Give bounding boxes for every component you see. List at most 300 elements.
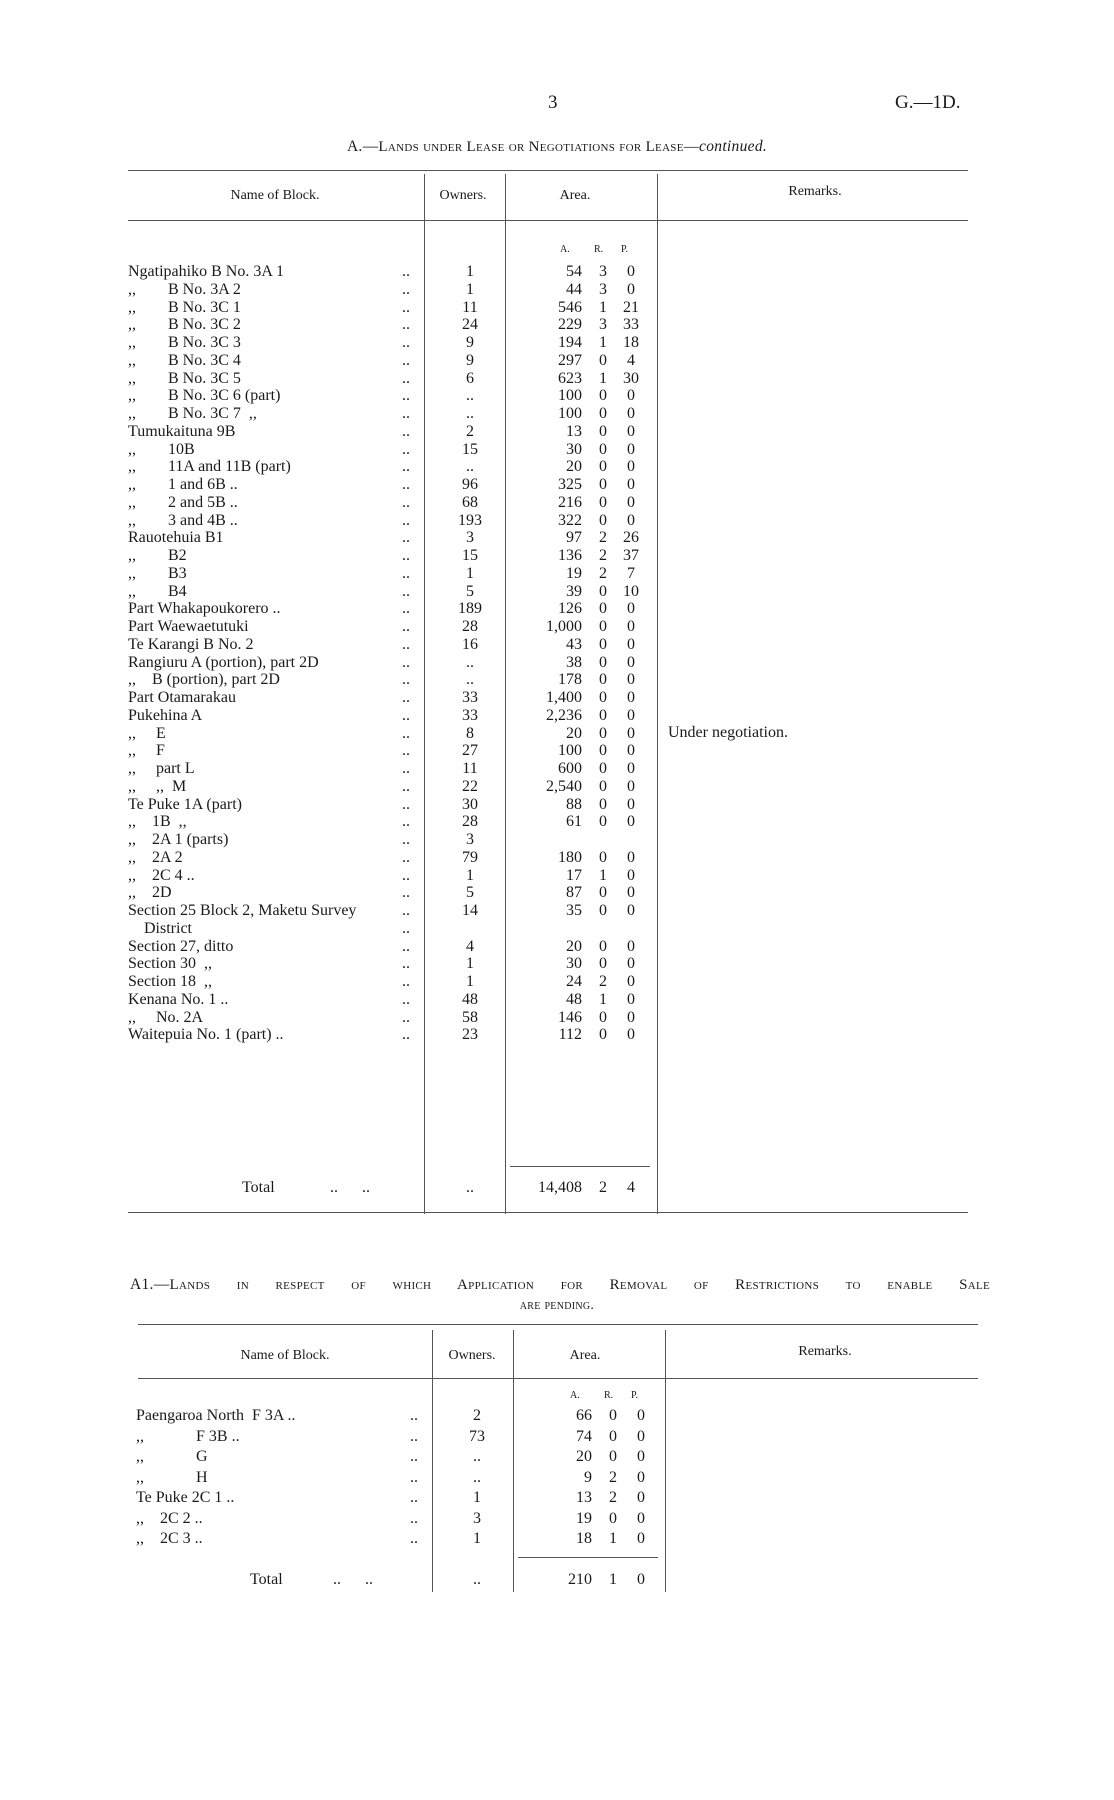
acres-cell: 126 bbox=[558, 600, 582, 618]
leader-dots: .. bbox=[402, 405, 410, 422]
block-name: ,, 1 and 6B .. bbox=[128, 476, 238, 493]
leader-dots: .. bbox=[402, 884, 410, 902]
section-a-bottom-rule bbox=[128, 1212, 968, 1213]
perches-cell: 0 bbox=[627, 440, 635, 458]
owners-cell: 11 bbox=[462, 298, 478, 316]
owners-cell: .. bbox=[473, 1448, 481, 1465]
roods-cell: 0 bbox=[599, 795, 607, 813]
roods-cell: 0 bbox=[599, 458, 607, 476]
roods-cell: 0 bbox=[599, 476, 607, 493]
owners-cell: 4 bbox=[466, 937, 474, 955]
leader-dots: .. bbox=[402, 777, 410, 795]
section-a1-header-area: Area. bbox=[569, 1348, 601, 1363]
block-name: Tumukaituna 9B bbox=[128, 422, 236, 440]
block-name: ,, 2A 1 (parts) bbox=[128, 831, 229, 848]
section-a-title bbox=[0, 138, 1114, 156]
leader-dots: .. bbox=[402, 902, 410, 919]
roods-cell: 0 bbox=[609, 1407, 617, 1424]
roods-cell: 0 bbox=[609, 1427, 617, 1445]
owners-cell: 193 bbox=[458, 511, 482, 529]
owners-cell: 1 bbox=[466, 973, 474, 990]
roods-cell: 0 bbox=[599, 671, 607, 689]
leader-dots: .. bbox=[402, 582, 410, 600]
block-name: ,, F bbox=[128, 742, 165, 760]
leader-dots: .. bbox=[402, 973, 410, 990]
acres-cell: 600 bbox=[558, 760, 582, 777]
perches-cell: 0 bbox=[627, 635, 635, 653]
leader-dots: .. bbox=[402, 369, 410, 387]
acres-cell: 13 bbox=[566, 422, 582, 440]
block-name: Te Puke 2C 1 .. bbox=[136, 1489, 235, 1506]
perches-cell: 33 bbox=[623, 316, 639, 334]
leader-dots: .. bbox=[402, 547, 410, 564]
unit-perches: P. bbox=[621, 244, 628, 255]
block-name: District bbox=[128, 919, 192, 937]
a1-total-acres: 210 bbox=[568, 1571, 592, 1588]
owners-cell: .. bbox=[473, 1468, 481, 1486]
acres-cell: 325 bbox=[558, 476, 582, 493]
acres-cell: 30 bbox=[566, 955, 582, 973]
perches-cell: 0 bbox=[627, 689, 635, 706]
roods-cell: 2 bbox=[609, 1489, 617, 1506]
acres-cell: 17 bbox=[566, 866, 582, 884]
perches-cell: 0 bbox=[627, 653, 635, 671]
roods-cell: 0 bbox=[599, 902, 607, 919]
a1-unit-acres: A. bbox=[570, 1390, 580, 1401]
acres-cell: 38 bbox=[566, 653, 582, 671]
block-name: ,, 2C 3 .. bbox=[136, 1530, 203, 1547]
acres-cell: 39 bbox=[566, 582, 582, 600]
section-a1-title-prefix: A1.— bbox=[130, 1276, 170, 1293]
perches-cell: 0 bbox=[627, 1008, 635, 1026]
roods-cell: 1 bbox=[599, 866, 607, 884]
roods-cell: 0 bbox=[599, 813, 607, 831]
page-number: 3 bbox=[548, 92, 558, 113]
table-row bbox=[0, 1509, 1114, 1529]
unit-acres: A. bbox=[560, 244, 570, 255]
roods-cell: 0 bbox=[609, 1448, 617, 1465]
perches-cell: 0 bbox=[627, 476, 635, 493]
block-name: Paengaroa North F 3A .. bbox=[136, 1407, 296, 1424]
acres-cell: 322 bbox=[558, 511, 582, 529]
owners-cell: 2 bbox=[466, 422, 474, 440]
acres-cell: 297 bbox=[558, 351, 582, 369]
roods-cell: 0 bbox=[599, 422, 607, 440]
block-name: ,, 2 and 5B .. bbox=[128, 493, 238, 511]
leader-dots: .. bbox=[402, 316, 410, 334]
block-name: Section 18 ,, bbox=[128, 973, 212, 990]
section-a-header-owners: Owners. bbox=[439, 188, 487, 203]
owners-cell: 189 bbox=[458, 600, 482, 618]
block-name: Te Karangi B No. 2 bbox=[128, 635, 254, 653]
acres-cell: 54 bbox=[566, 263, 582, 280]
table-row bbox=[0, 1447, 1114, 1467]
leader-dots: .. bbox=[410, 1509, 418, 1527]
total-roods: 2 bbox=[599, 1179, 607, 1196]
perches-cell: 0 bbox=[627, 600, 635, 618]
block-name: ,, B2 bbox=[128, 547, 187, 564]
leader-dots: .. bbox=[410, 1468, 418, 1486]
leader-dots: .. bbox=[402, 813, 410, 831]
acres-cell: 2,236 bbox=[546, 706, 582, 724]
table-row bbox=[0, 1468, 1114, 1488]
table-row bbox=[0, 1427, 1114, 1447]
block-name: ,, 1B ,, bbox=[128, 813, 187, 831]
perches-cell: 0 bbox=[627, 280, 635, 298]
a1-total-label: Total bbox=[250, 1571, 283, 1588]
section-a1-title-line2: are pending. bbox=[519, 1298, 595, 1313]
leader-dots: .. bbox=[402, 387, 410, 405]
block-name: Section 25 Block 2, Maketu Survey bbox=[128, 902, 357, 919]
owners-cell: 1 bbox=[466, 955, 474, 973]
leader-dots: .. bbox=[402, 1008, 410, 1026]
acres-cell: 1,400 bbox=[546, 689, 582, 706]
acres-cell: 20 bbox=[566, 458, 582, 476]
leader-dots: .. bbox=[410, 1489, 418, 1506]
owners-cell: 2 bbox=[473, 1407, 481, 1424]
table-row bbox=[0, 1488, 1114, 1508]
owners-cell: 15 bbox=[462, 440, 478, 458]
section-a1-total-row bbox=[0, 1570, 1114, 1590]
section-a-header-area: Area. bbox=[559, 188, 591, 203]
perches-cell: 0 bbox=[627, 795, 635, 813]
roods-cell: 0 bbox=[599, 440, 607, 458]
owners-cell: 1 bbox=[466, 263, 474, 280]
leader-dots: .. bbox=[402, 742, 410, 760]
section-a-total-row bbox=[0, 1178, 1114, 1198]
owners-cell: 33 bbox=[462, 706, 478, 724]
roods-cell: 3 bbox=[599, 263, 607, 280]
block-name: ,, B3 bbox=[128, 564, 187, 582]
acres-cell: 9 bbox=[584, 1468, 592, 1486]
roods-cell: 1 bbox=[599, 334, 607, 351]
roods-cell: 0 bbox=[599, 653, 607, 671]
perches-cell: 0 bbox=[637, 1468, 645, 1486]
roods-cell: 0 bbox=[599, 724, 607, 742]
leader-dots: .. bbox=[402, 476, 410, 493]
a1-unit-perches: P. bbox=[631, 1390, 638, 1401]
block-name: ,, B No. 3A 2 bbox=[128, 280, 241, 298]
block-name: Part Otamarakau bbox=[128, 689, 236, 706]
leader-dots: .. bbox=[402, 422, 410, 440]
roods-cell: 0 bbox=[599, 635, 607, 653]
block-name: Rangiuru A (portion), part 2D bbox=[128, 653, 319, 671]
roods-cell: 0 bbox=[599, 1008, 607, 1026]
roods-cell: 0 bbox=[599, 405, 607, 422]
section-a1-total-rule bbox=[518, 1557, 658, 1558]
roods-cell: 2 bbox=[599, 529, 607, 547]
block-name: ,, E bbox=[128, 724, 166, 742]
section-a1-header-name: Name of Block. bbox=[240, 1348, 330, 1363]
perches-cell: 0 bbox=[637, 1448, 645, 1465]
owners-cell: 48 bbox=[462, 990, 478, 1008]
section-a-header-rule bbox=[128, 220, 968, 221]
roods-cell: 0 bbox=[599, 706, 607, 724]
block-name: Section 30 ,, bbox=[128, 955, 212, 973]
block-name: Ngatipahiko B No. 3A 1 bbox=[128, 263, 284, 280]
block-name: ,, B No. 3C 2 bbox=[128, 316, 241, 334]
block-name: ,, 3 and 4B .. bbox=[128, 511, 238, 529]
section-a-title-main: Lands under Lease or Negotiations for Lease— bbox=[378, 139, 700, 155]
perches-cell: 0 bbox=[627, 263, 635, 280]
block-name: Waitepuia No. 1 (part) .. bbox=[128, 1026, 284, 1044]
perches-cell: 0 bbox=[637, 1427, 645, 1445]
acres-cell: 136 bbox=[558, 547, 582, 564]
roods-cell: 0 bbox=[599, 351, 607, 369]
table-row bbox=[0, 1529, 1114, 1549]
perches-cell: 0 bbox=[637, 1489, 645, 1506]
perches-cell: 0 bbox=[627, 493, 635, 511]
acres-cell: 100 bbox=[558, 742, 582, 760]
owners-cell: 15 bbox=[462, 547, 478, 564]
leader-dots: .. bbox=[402, 671, 410, 689]
acres-cell: 20 bbox=[566, 937, 582, 955]
roods-cell: 0 bbox=[599, 955, 607, 973]
total-perches: 4 bbox=[627, 1179, 635, 1196]
perches-cell: 0 bbox=[637, 1509, 645, 1527]
perches-cell: 0 bbox=[627, 511, 635, 529]
perches-cell: 0 bbox=[627, 884, 635, 902]
section-a1-title-main: Lands in respect of which Application for Removal of Restrictions to enable Sale bbox=[169, 1277, 990, 1293]
owners-cell: 3 bbox=[466, 831, 474, 848]
owners-cell: .. bbox=[466, 458, 474, 476]
roods-cell: 0 bbox=[599, 884, 607, 902]
owners-cell: 33 bbox=[462, 689, 478, 706]
leader-dots: .. bbox=[402, 493, 410, 511]
leader-dots: .. bbox=[402, 955, 410, 973]
roods-cell: 1 bbox=[609, 1530, 617, 1547]
acres-cell: 623 bbox=[558, 369, 582, 387]
section-a-total-rule bbox=[510, 1166, 650, 1167]
acres-cell: 13 bbox=[576, 1489, 592, 1506]
perches-cell: 0 bbox=[637, 1407, 645, 1424]
owners-cell: .. bbox=[466, 653, 474, 671]
owners-cell: .. bbox=[466, 671, 474, 689]
perches-cell: 0 bbox=[627, 777, 635, 795]
total-acres: 14,408 bbox=[538, 1179, 582, 1196]
perches-cell: 0 bbox=[627, 618, 635, 635]
acres-cell: 61 bbox=[566, 813, 582, 831]
a1-unit-roods: R. bbox=[604, 1390, 614, 1401]
perches-cell: 0 bbox=[627, 387, 635, 405]
section-a1-header-owners: Owners. bbox=[448, 1348, 496, 1363]
perches-cell: 4 bbox=[627, 351, 635, 369]
leader-dots: .. bbox=[410, 1407, 418, 1424]
block-name: ,, ,, M bbox=[128, 777, 187, 795]
leader-dots: .. bbox=[402, 760, 410, 777]
leader-dots: .. bbox=[402, 653, 410, 671]
block-name: ,, B No. 3C 6 (part) bbox=[128, 387, 281, 405]
block-name: Te Puke 1A (part) bbox=[128, 795, 242, 813]
leader-dots: .. bbox=[402, 990, 410, 1008]
roods-cell: 0 bbox=[599, 777, 607, 795]
acres-cell: 74 bbox=[576, 1427, 592, 1445]
leader-dots: .. bbox=[402, 458, 410, 476]
perches-cell: 30 bbox=[623, 369, 639, 387]
acres-cell: 66 bbox=[576, 1407, 592, 1424]
total-owners: .. bbox=[466, 1179, 474, 1196]
block-name: ,, 2D bbox=[128, 884, 172, 902]
leader-dots: .. bbox=[402, 724, 410, 742]
perches-cell: 0 bbox=[627, 848, 635, 866]
leader-dots: .. bbox=[402, 564, 410, 582]
leader-dots: .. bbox=[402, 795, 410, 813]
roods-cell: 2 bbox=[599, 973, 607, 990]
block-name: ,, 11A and 11B (part) bbox=[128, 458, 291, 476]
owners-cell: 22 bbox=[462, 777, 478, 795]
leader-dots: .. bbox=[410, 1530, 418, 1547]
perches-cell: 21 bbox=[623, 298, 639, 316]
leader-dots: .. bbox=[402, 919, 410, 937]
acres-cell: 20 bbox=[576, 1448, 592, 1465]
block-name: ,, 10B bbox=[128, 440, 195, 458]
perches-cell: 0 bbox=[627, 973, 635, 990]
roods-cell: 0 bbox=[599, 937, 607, 955]
block-name: ,, G bbox=[136, 1448, 208, 1465]
acres-cell: 19 bbox=[566, 564, 582, 582]
section-a1-header-rule bbox=[138, 1378, 978, 1379]
leader-dots: .. bbox=[402, 706, 410, 724]
owners-cell: 28 bbox=[462, 813, 478, 831]
remark-under-negotiation: Under negotiation. bbox=[668, 724, 788, 741]
section-a-header-name: Name of Block. bbox=[230, 188, 320, 203]
a1-total-leader: .. .. bbox=[333, 1571, 373, 1588]
leader-dots: .. bbox=[402, 511, 410, 529]
perches-cell: 0 bbox=[627, 937, 635, 955]
owners-cell: 28 bbox=[462, 618, 478, 635]
roods-cell: 0 bbox=[599, 600, 607, 618]
owners-cell: 14 bbox=[462, 902, 478, 919]
roods-cell: 0 bbox=[599, 493, 607, 511]
perches-cell: 0 bbox=[627, 866, 635, 884]
acres-cell: 194 bbox=[558, 334, 582, 351]
owners-cell: 96 bbox=[462, 476, 478, 493]
acres-cell: 178 bbox=[558, 671, 582, 689]
leader-dots: .. bbox=[402, 635, 410, 653]
paper-reference: G.—1D. bbox=[895, 92, 961, 113]
acres-cell: 100 bbox=[558, 387, 582, 405]
owners-cell: 3 bbox=[466, 529, 474, 547]
acres-cell: 546 bbox=[558, 298, 582, 316]
block-name: ,, 2C 4 .. bbox=[128, 866, 195, 884]
roods-cell: 0 bbox=[599, 760, 607, 777]
perches-cell: 18 bbox=[623, 334, 639, 351]
a1-total-owners: .. bbox=[473, 1571, 481, 1588]
leader-dots: .. bbox=[402, 334, 410, 351]
perches-cell: 37 bbox=[623, 547, 639, 564]
roods-cell: 3 bbox=[599, 316, 607, 334]
owners-cell: 5 bbox=[466, 582, 474, 600]
block-name: Rauotehuia B1 bbox=[128, 529, 224, 547]
roods-cell: 0 bbox=[599, 511, 607, 529]
leader-dots: .. bbox=[402, 866, 410, 884]
owners-cell: 1 bbox=[466, 564, 474, 582]
roods-cell: 0 bbox=[599, 689, 607, 706]
block-name: ,, 2A 2 bbox=[128, 848, 183, 866]
leader-dots: .. bbox=[402, 351, 410, 369]
roods-cell: 0 bbox=[599, 848, 607, 866]
acres-cell: 88 bbox=[566, 795, 582, 813]
owners-cell: 3 bbox=[473, 1509, 481, 1527]
acres-cell: 35 bbox=[566, 902, 582, 919]
owners-cell: 79 bbox=[462, 848, 478, 866]
section-a1-header-remarks: Remarks. bbox=[798, 1344, 852, 1359]
owners-cell: 24 bbox=[462, 316, 478, 334]
owners-cell: 1 bbox=[466, 866, 474, 884]
leader-dots: .. bbox=[402, 831, 410, 848]
acres-cell: 180 bbox=[558, 848, 582, 866]
section-a-title-prefix: A.— bbox=[346, 138, 379, 155]
roods-cell: 0 bbox=[609, 1509, 617, 1527]
owners-cell: 9 bbox=[466, 334, 474, 351]
acres-cell: 18 bbox=[576, 1530, 592, 1547]
roods-cell: 3 bbox=[599, 280, 607, 298]
table-row bbox=[0, 1406, 1114, 1426]
perches-cell: 0 bbox=[627, 706, 635, 724]
leader-dots: .. bbox=[402, 848, 410, 866]
roods-cell: 1 bbox=[599, 298, 607, 316]
acres-cell: 97 bbox=[566, 529, 582, 547]
section-a1-top-rule bbox=[138, 1324, 978, 1325]
owners-cell: 27 bbox=[462, 742, 478, 760]
a1-total-perches: 0 bbox=[637, 1571, 645, 1588]
acres-cell: 43 bbox=[566, 635, 582, 653]
owners-cell: 30 bbox=[462, 795, 478, 813]
leader-dots: .. bbox=[410, 1448, 418, 1465]
leader-dots: .. bbox=[402, 298, 410, 316]
perches-cell: 0 bbox=[637, 1530, 645, 1547]
acres-cell: 1,000 bbox=[546, 618, 582, 635]
block-name: ,, B No. 3C 3 bbox=[128, 334, 241, 351]
acres-cell: 2,540 bbox=[546, 777, 582, 795]
perches-cell: 7 bbox=[627, 564, 635, 582]
block-name: ,, H bbox=[136, 1468, 208, 1486]
acres-cell: 229 bbox=[558, 316, 582, 334]
perches-cell: 0 bbox=[627, 902, 635, 919]
perches-cell: 10 bbox=[623, 582, 639, 600]
owners-cell: 11 bbox=[462, 760, 478, 777]
acres-cell: 24 bbox=[566, 973, 582, 990]
roods-cell: 0 bbox=[599, 387, 607, 405]
roods-cell: 0 bbox=[599, 582, 607, 600]
acres-cell: 44 bbox=[566, 280, 582, 298]
roods-cell: 0 bbox=[599, 742, 607, 760]
section-a-title-cont: continued. bbox=[699, 138, 768, 155]
leader-dots: .. bbox=[402, 937, 410, 955]
owners-cell: 9 bbox=[466, 351, 474, 369]
owners-cell: 6 bbox=[466, 369, 474, 387]
owners-cell: 1 bbox=[473, 1530, 481, 1547]
roods-cell: 0 bbox=[599, 618, 607, 635]
perches-cell: 0 bbox=[627, 813, 635, 831]
block-name: ,, B No. 3C 4 bbox=[128, 351, 241, 369]
block-name: Pukehina A bbox=[128, 706, 203, 724]
block-name: Part Waewaetutuki bbox=[128, 618, 249, 635]
block-name: ,, B No. 3C 5 bbox=[128, 369, 241, 387]
section-a-header-remarks: Remarks. bbox=[788, 184, 842, 199]
roods-cell: 2 bbox=[609, 1468, 617, 1486]
leader-dots: .. bbox=[402, 600, 410, 618]
owners-cell: 8 bbox=[466, 724, 474, 742]
block-name: Kenana No. 1 .. bbox=[128, 990, 229, 1008]
owners-cell: 73 bbox=[469, 1427, 485, 1445]
acres-cell: 20 bbox=[566, 724, 582, 742]
leader-dots: .. bbox=[402, 440, 410, 458]
leader-dots: .. bbox=[402, 280, 410, 298]
a1-total-roods: 1 bbox=[609, 1571, 617, 1588]
acres-cell: 100 bbox=[558, 405, 582, 422]
perches-cell: 0 bbox=[627, 405, 635, 422]
